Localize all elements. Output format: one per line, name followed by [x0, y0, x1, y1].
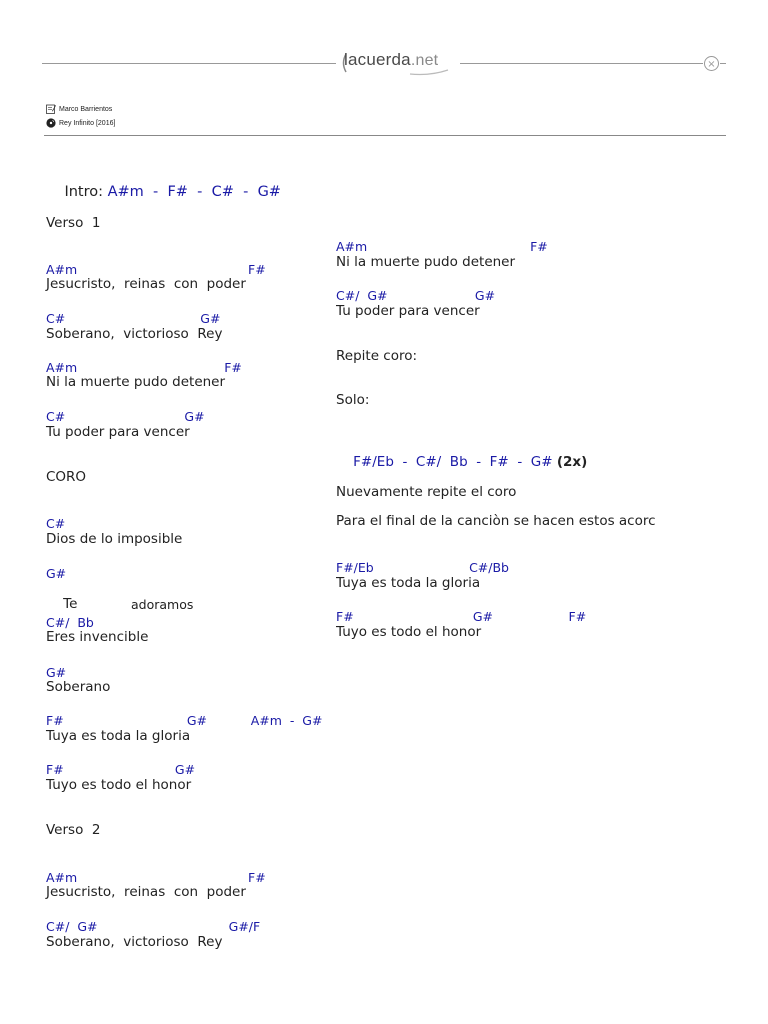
author-row [46, 104, 112, 114]
intro-label: Intro: [64, 184, 103, 200]
author-name[interactable]: Marco Barrientos [59, 105, 113, 113]
lyric-line: Soberano, victorioso Rey [46, 326, 223, 342]
chord-line: C#/ G# G#/F [46, 919, 261, 934]
header-rule-left [42, 63, 336, 64]
chord-line: A#m F# [46, 870, 266, 885]
close-icon[interactable]: × [704, 56, 719, 71]
right-column [336, 0, 740, 700]
chord-line: A#m F# [46, 360, 242, 375]
lyric-line: Tuyo es todo el honor [46, 777, 192, 793]
lyric-line: Soberano, victorioso Rey [46, 934, 223, 950]
solo-line [336, 438, 587, 486]
solo-repeat: (2x) [556, 454, 588, 470]
pencil-icon [46, 104, 56, 114]
repite-coro-label: Repite coro: [336, 348, 418, 364]
intro-line [46, 168, 281, 216]
chord-line: A#m F# [336, 239, 548, 254]
solo-chords: F#/Eb - C#/ Bb - F# - G# [353, 454, 553, 470]
chord-line: F# G# [46, 762, 196, 777]
chord-line: C# [46, 516, 66, 531]
lyric-word: adoramos [131, 597, 194, 612]
lyric-line: Eres invencible [46, 629, 149, 645]
lyric-line: Ni la muerte pudo detener [336, 254, 516, 270]
lyric-line: Tuya es toda la gloria [336, 575, 481, 591]
chord-line: G# [46, 566, 67, 581]
chord-line: F#/Eb C#/Bb [336, 560, 509, 575]
logo-dot: . [410, 52, 416, 69]
chord-line: C#/ G# G# [336, 288, 496, 303]
logo-main: lacuerda [344, 50, 411, 69]
solo-label: Solo: [336, 392, 370, 408]
lyric-line: Tuya es toda la gloria [46, 728, 191, 744]
chord-line: F# G# A#m - G# [46, 713, 323, 728]
lyric-line: Jesucristo, reinas con poder [46, 276, 246, 292]
chord-line: C#/ Bb [46, 615, 94, 630]
final-label: Para el final de la canciòn se hacen estos acorc [336, 513, 656, 529]
lyric-line: Tu poder para vencer [336, 303, 480, 319]
lyric-word: Te [63, 596, 78, 612]
lyric-line: Ni la muerte pudo detener [46, 374, 226, 390]
lyric-line: Dios de lo imposible [46, 531, 183, 547]
album-name[interactable]: Rey Infinito [2016] [59, 119, 116, 127]
chord-line: G# [46, 665, 67, 680]
nuevamente-label: Nuevamente repite el coro [336, 484, 517, 500]
lyric-line: Jesucristo, reinas con poder [46, 884, 246, 900]
chord-line: C# G# [46, 311, 221, 326]
section-coro: CORO [46, 469, 87, 485]
logo-net: net [415, 52, 439, 69]
lyric-line: Tu poder para vencer [46, 424, 190, 440]
album-row [46, 118, 115, 128]
disc-icon [46, 118, 56, 128]
intro-chords: A#m - F# - C# - G# [107, 184, 281, 200]
chord-line: F# G# F# [336, 609, 587, 624]
chord-line: C# G# [46, 409, 205, 424]
chord-line: A#m F# [46, 262, 266, 277]
lyric-line: Tuyo es todo el honor [336, 624, 482, 640]
section-verso-2: Verso 2 [46, 822, 101, 838]
lyric-line: Soberano [46, 679, 111, 695]
section-verso-1: Verso 1 [46, 215, 101, 231]
